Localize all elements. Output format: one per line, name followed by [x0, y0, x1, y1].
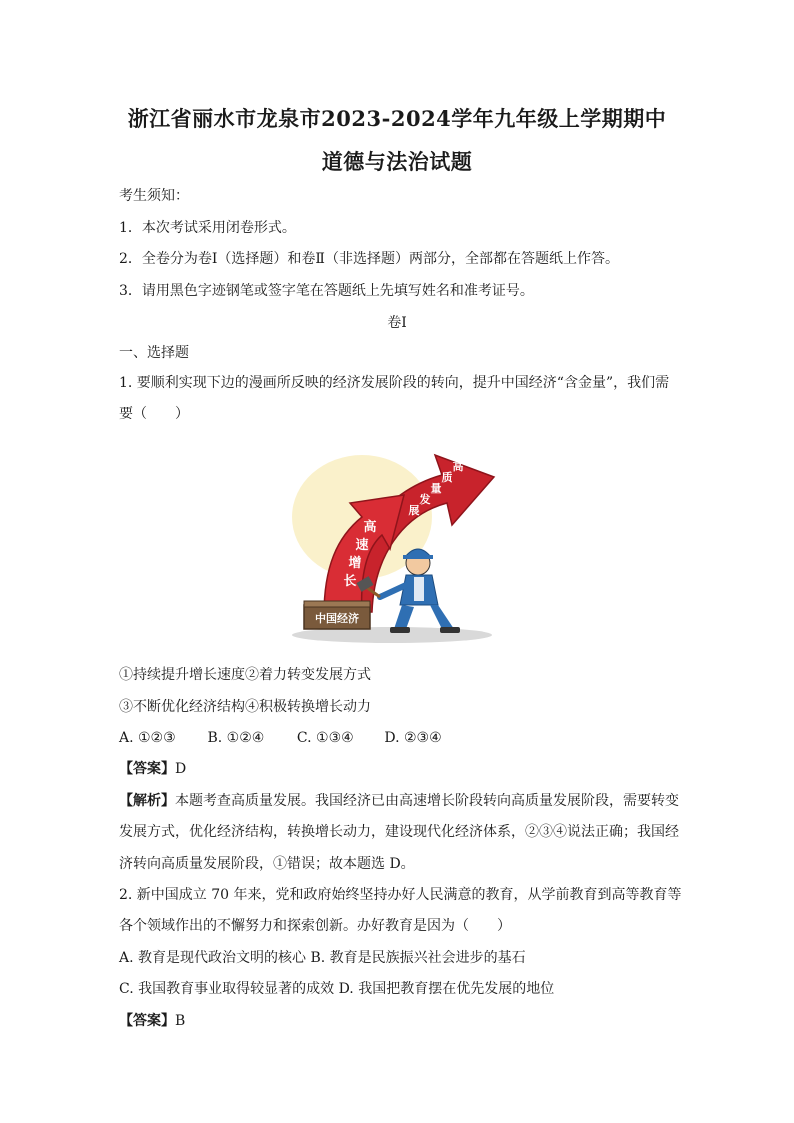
arrow-high-char-5: 展 [408, 504, 420, 517]
q2-answer [119, 1012, 679, 1030]
arrow-low-char-4: 长 [343, 574, 357, 589]
q1-option-a: A. ①②③ [119, 730, 176, 746]
q1-answer-label: 【答案】 [119, 761, 175, 777]
q1-answer [119, 760, 679, 778]
q1-stem-line-2: 要（ ） [119, 406, 189, 422]
china-economy-box-label: 中国经济 [315, 612, 359, 625]
notice-item-1: 1．本次考试采用闭卷形式。 [119, 220, 296, 236]
q2-options-line-2: C. 我国教育事业取得较显著的成效 D. 我国把教育摆在优先发展的地位 [119, 981, 555, 997]
volume-label: 卷Ⅰ [387, 315, 407, 331]
q1-option-c: C. ①③④ [296, 730, 354, 746]
q2-options-line-1: A. 教育是现代政治文明的核心 B. 教育是民族振兴社会进步的基石 [119, 950, 526, 966]
q2-stem-line-1: 2. 新中国成立 70 年来，党和政府始终坚持办好人民满意的教育，从学前教育到高等教育等 [119, 887, 682, 903]
q1-stem-line-1: 1. 要顺利实现下边的漫画所反映的经济发展阶段的转向，提升中国经济“含金量”，我们需 [119, 375, 670, 391]
arrow-high-char-2: 质 [441, 471, 453, 484]
q1-analysis-line-1 [119, 792, 679, 810]
q1-option-d: D. ②③④ [384, 730, 442, 746]
q1-analysis-text-1: 本题考查高质量发展。我国经济已由高速增长阶段转向高质量发展阶段，需要转变 [175, 793, 679, 809]
arrow-high-char-4: 发 [419, 493, 431, 506]
arrow-low-char-2: 速 [355, 538, 369, 553]
section-label: 一、选择题 [119, 345, 189, 361]
q2-answer-label: 【答案】 [119, 1013, 175, 1029]
q2-answer-value: B [175, 1013, 186, 1029]
q2-stem-line-2: 各个领域作出的不懈努力和探索创新。办好教育是因为（ ） [119, 918, 511, 934]
arrow-high-char-1: 高 [452, 460, 464, 473]
document-title-line-1: 浙江省丽水市龙泉市2023-2024学年九年级上学期期中 [127, 106, 667, 131]
q1-analysis-line-3: 济转向高质量发展阶段，①错误；故本题选 D。 [119, 856, 415, 872]
arrow-low-char-1: 高 [363, 520, 377, 535]
notice-item-2: 2．全卷分为卷Ⅰ（选择题）和卷Ⅱ（非选择题）两部分，全部都在答题纸上作答。 [119, 251, 619, 267]
document-title-line-2: 道德与法治试题 [321, 149, 473, 174]
q1-analysis-line-2: 发展方式，优化经济结构，转换增长动力，建设现代化经济体系，②③④说法正确；我国经 [119, 824, 679, 840]
q1-option-b: B. ①②④ [207, 730, 265, 746]
q1-answer-value: D [175, 761, 187, 777]
notice-item-3: 3．请用黑色字迹钢笔或签字笔在答题纸上先填写姓名和准考证号。 [119, 283, 534, 299]
q1-statements-line-2: ③不断优化经济结构④积极转换增长动力 [119, 699, 371, 715]
arrow-low-char-3: 增 [348, 556, 362, 571]
notice-heading: 考生须知： [119, 188, 189, 204]
q1-cartoon-figure [282, 437, 512, 645]
q1-options [119, 729, 679, 747]
q1-statements-line-1: ①持续提升增长速度②着力转变发展方式 [119, 667, 371, 683]
q1-analysis-label: 【解析】 [119, 793, 175, 809]
arrow-high-char-3: 量 [430, 482, 442, 495]
